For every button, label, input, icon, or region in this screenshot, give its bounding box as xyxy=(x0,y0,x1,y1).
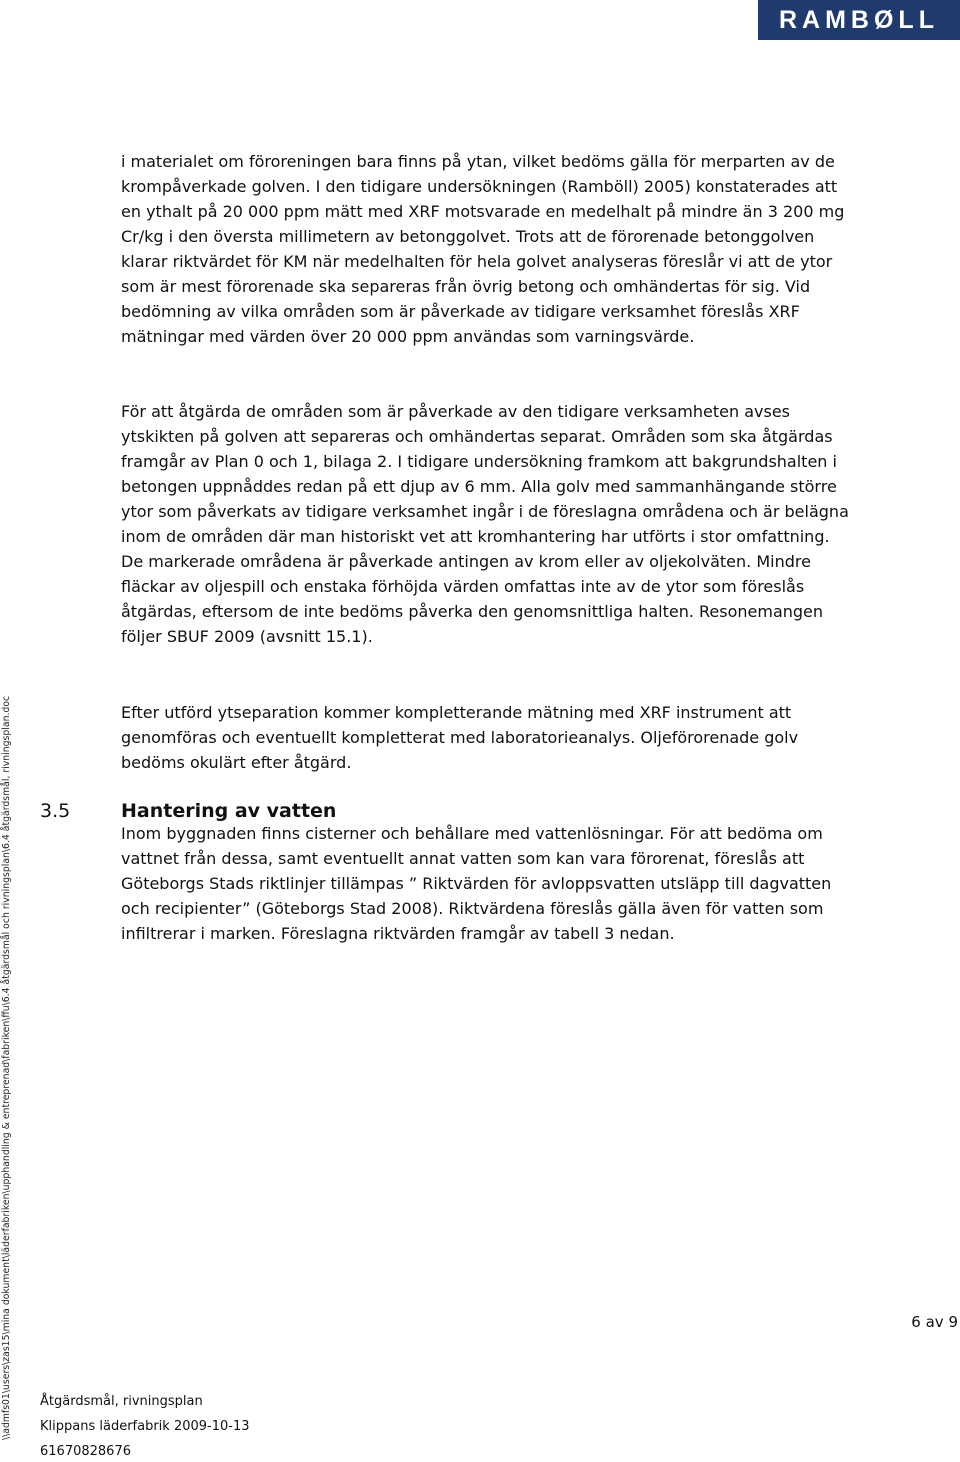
section-number: 3.5 xyxy=(40,800,71,822)
footer-project-date: Klippans läderfabrik 2009-10-13 xyxy=(40,1419,250,1434)
paragraph-3: Efter utförd ytseparation kommer kompletterande mätning med XRF instrument att genomföras och eventuellt kompletterat med laboratorieanalys. Oljeförorenade golv bedöms okulärt efter åtgärd. xyxy=(121,703,799,772)
page-number: 6 av 9 xyxy=(911,1313,958,1331)
footer-document-title: Åtgärdsmål, rivningsplan xyxy=(40,1394,203,1409)
section-title: Hantering av vatten xyxy=(121,800,337,822)
ramboll-logo: RAMBØLL xyxy=(758,0,960,40)
section-body: Inom byggnaden finns cisterner och behållare med vattenlösningar. För att bedöma om vattnet från dessa, samt eventuellt annat vatten som kan vara förorenat, föreslås att Göteborgs Stads riktlinjer tillämpas ” Riktvärden för avloppsvatten utsläpp till dagvatten och recipienter” (Göteborgs Stad 2008). Riktvärdena föreslås gälla även för vatten som infiltrerar i marken. Föreslagna riktvärden framgår av tabell 3 nedan. xyxy=(121,824,832,943)
paragraph-1: i materialet om föroreningen bara finns på ytan, vilket bedöms gälla för merparten av de krompåverkade golven. I den tidigare undersökningen (Ramböll) 2005) konstaterades att en ythalt på 20 000 ppm mätt med XRF motsvarade en medelhalt på mindre än 3 200 mg Cr/kg i den översta millimetern av betonggolvet. Trots att de förorenade betonggolven klarar riktvärdet för KM när medelhalten för hela golvet analyseras föreslår vi att de ytor som är mest förorenade ska separeras från övrig betong och omhändertas för sig. Vid bedömning av vilka områden som är påverkade av tidigare verksamhet föreslås XRF mätningar med värden över 20 000 ppm användas som varningsvärde. xyxy=(121,152,845,346)
footer-project-number: 61670828676 xyxy=(40,1444,131,1459)
file-path-margin-text: \\admfs01\users\zas15\mina dokument\läderfabriken\upphandling & entreprenad\fabriken\ffu\6.4 åtgärdsmål och rivningsplan\6.4 åtgärdsmål, rivningsplan.doc xyxy=(1,695,12,1440)
paragraph-2: För att åtgärda de områden som är påverkade av den tidigare verksamheten avses ytskikten på golven att separeras och omhändertas separat. Områden som ska åtgärdas framgår av Plan 0 och 1, bilaga 2. I tidigare undersökning framkom att bakgrundshalten i betongen uppnåddes redan på ett djup av 6 mm. Alla golv med sammanhängande större ytor som påverkats av tidigare verksamhet ingår i de föreslagna områdena och är belägna inom de områden där man historiskt vet att kromhantering har utförts i stor omfattning. De markerade områdena är påverkade antingen av krom eller av oljekolväten. Mindre fläckar av oljespill och enstaka förhöjda värden omfattas inte av de ytor som föreslås åtgärdas, eftersom de inte bedöms påverka den genomsnittliga halten. Resonemangen följer SBUF 2009 (avsnitt 15.1). xyxy=(121,402,849,646)
